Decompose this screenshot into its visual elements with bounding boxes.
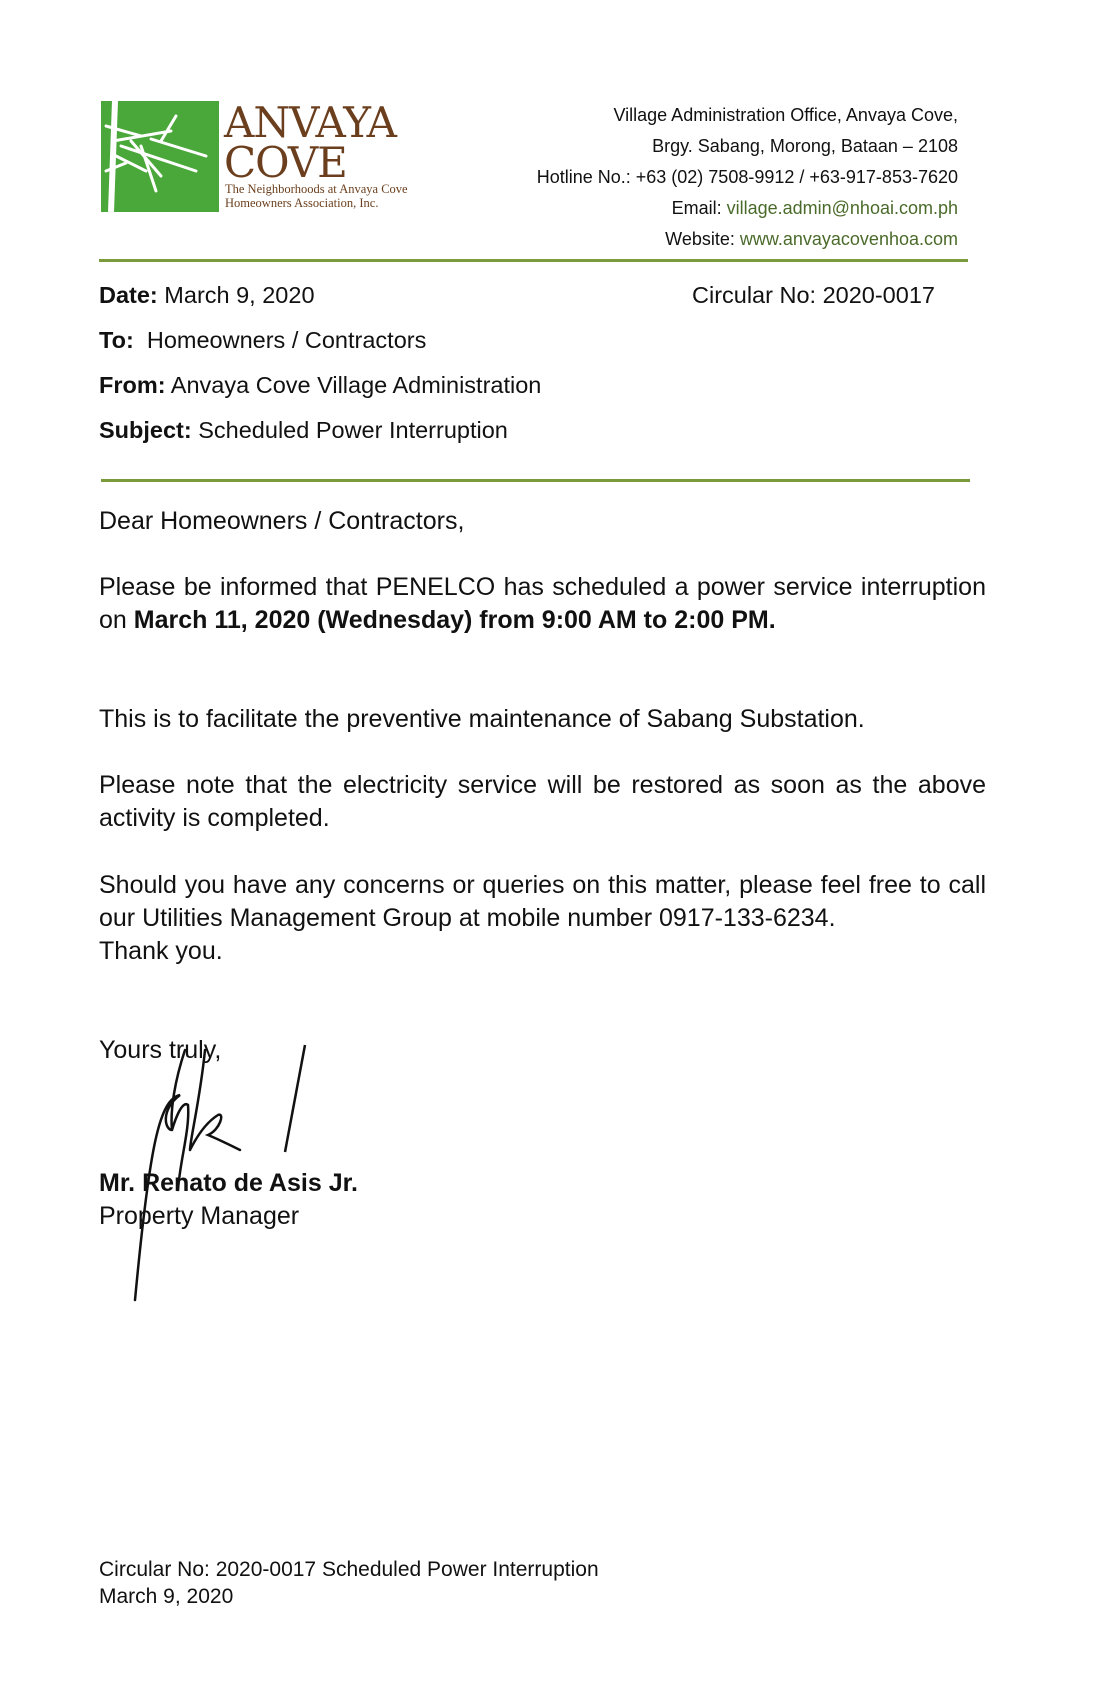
circular-number: Circular No: 2020-0017 (692, 282, 935, 308)
signer-name: Mr. Renato de Asis Jr. (99, 1169, 358, 1197)
logo-name-line1: ANVAYA (224, 98, 396, 147)
header-divider (99, 259, 968, 262)
website-link[interactable]: www.anvayacovenhoa.com (739, 229, 958, 249)
date-line: Date: March 9, 2020 (99, 282, 315, 308)
paragraph-3: Please note that the electricity service will be restored as soon as the above activity is completed. (99, 771, 986, 832)
from-line: From: Anvaya Cove Village Administration (99, 372, 542, 398)
paragraph-1: Please be informed that PENELCO has scheduled a power service interruption on March 11, 2020 (Wednesday) from 9:00 AM to 2:00 PM. (99, 573, 986, 634)
address-line1: Village Administration Office, Anvaya Cove, (613, 105, 958, 125)
to-line: To: Homeowners / Contractors (99, 327, 427, 353)
salutation: Dear Homeowners / Contractors, (99, 507, 465, 535)
contact-block (537, 100, 958, 255)
logo-tagline1: The Neighborhoods at Anvaya Cove (225, 182, 408, 196)
memo-divider (101, 479, 970, 482)
signer-title: Property Manager (99, 1202, 300, 1230)
closing: Yours truly, (99, 1036, 222, 1064)
footer (99, 1556, 599, 1610)
email-label: Email: (671, 198, 727, 218)
logo-tagline2: Homeowners Association, Inc. (225, 196, 379, 210)
address-line2: Brgy. Sabang, Morong, Bataan – 2108 (652, 136, 958, 156)
signature (120, 1040, 320, 1310)
subject-line: Subject: Scheduled Power Interruption (99, 417, 508, 443)
paragraph-2: This is to facilitate the preventive maintenance of Sabang Substation. (99, 705, 865, 733)
paragraph-4: Should you have any concerns or queries on this matter, please feel free to call our Utilities Management Group at mobile number 0917-133-6234. Thank you. (99, 871, 986, 965)
logo-name-line2: COVE (224, 138, 347, 187)
footer-line2: March 9, 2020 (99, 1585, 234, 1608)
email-link[interactable]: village.admin@nhoai.com.ph (726, 198, 958, 218)
anvaya-cove-logo (101, 101, 219, 212)
website-label: Website: (665, 229, 740, 249)
footer-line1: Circular No: 2020-0017 Scheduled Power Interruption (99, 1558, 599, 1581)
hotline: Hotline No.: +63 (02) 7508-9912 / +63-917-853-7620 (536, 167, 958, 187)
